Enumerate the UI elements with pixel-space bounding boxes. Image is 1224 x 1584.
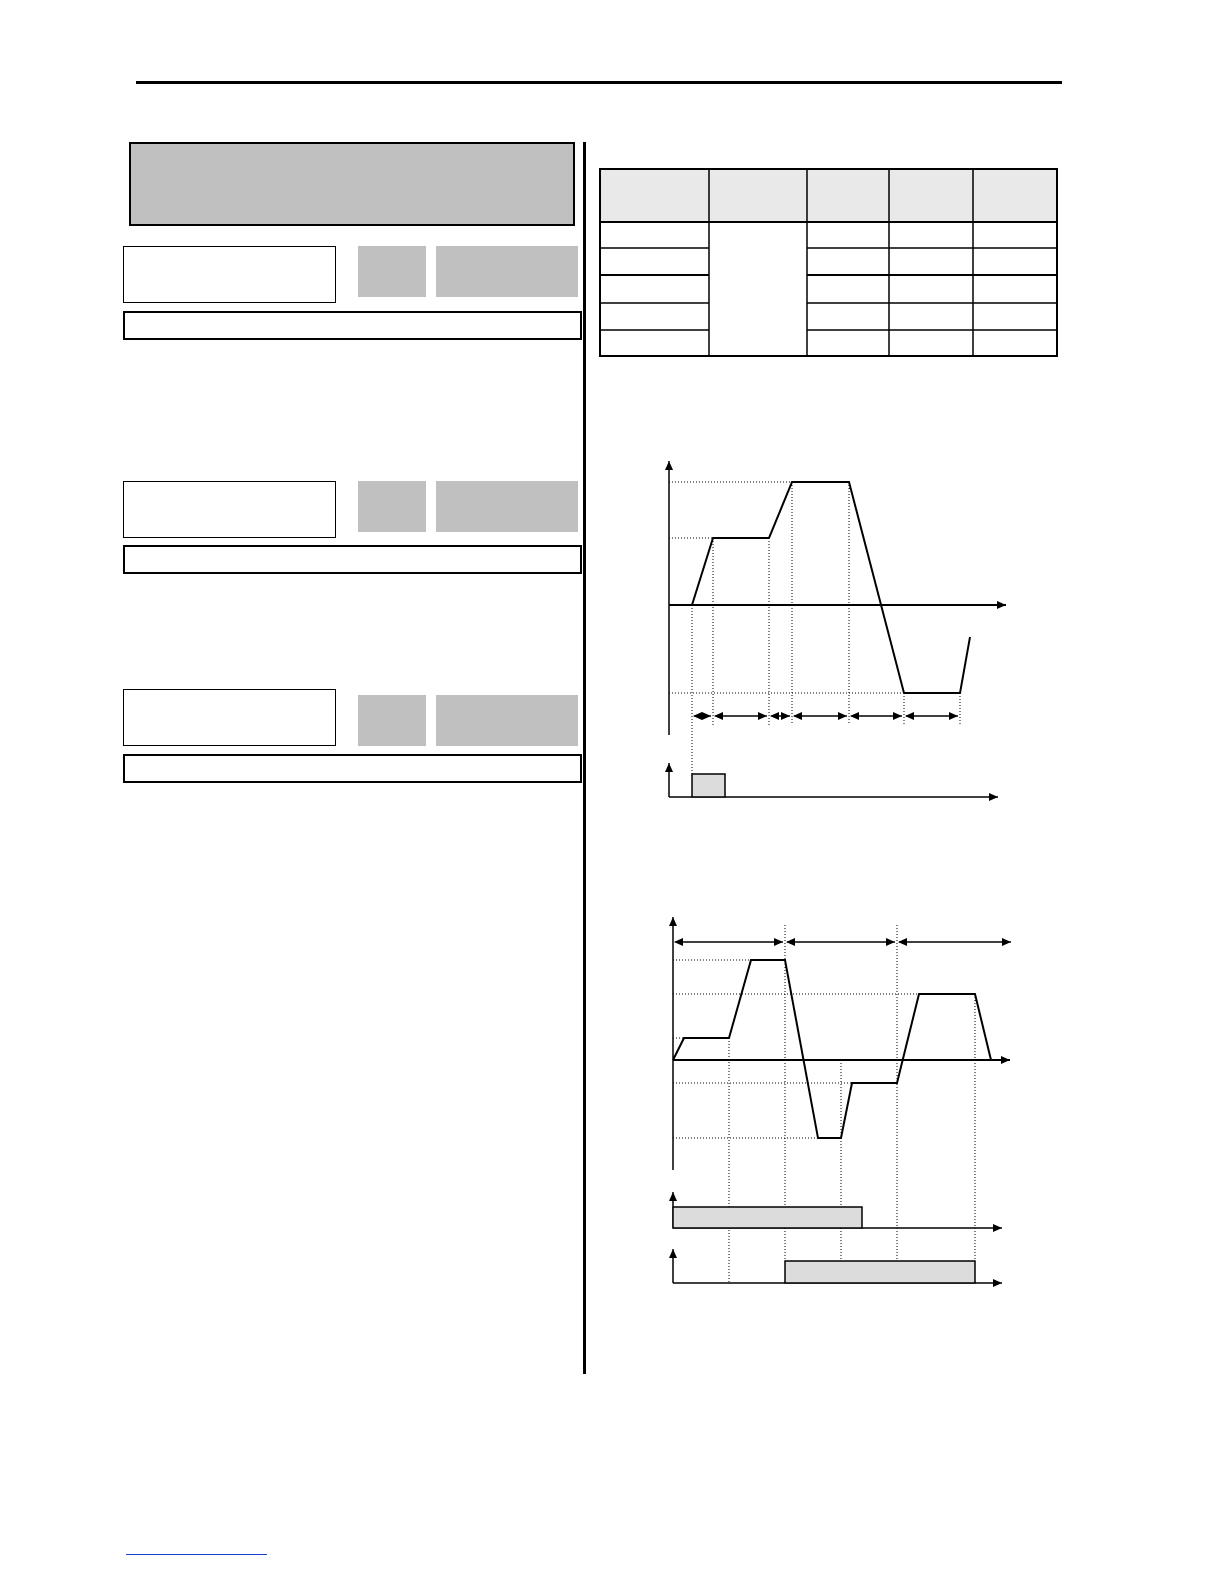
footer-link[interactable]	[126, 1554, 267, 1555]
pulse-signal-1	[673, 1207, 862, 1228]
speed-waveform	[673, 960, 991, 1138]
pulse-signal-2	[785, 1261, 975, 1283]
